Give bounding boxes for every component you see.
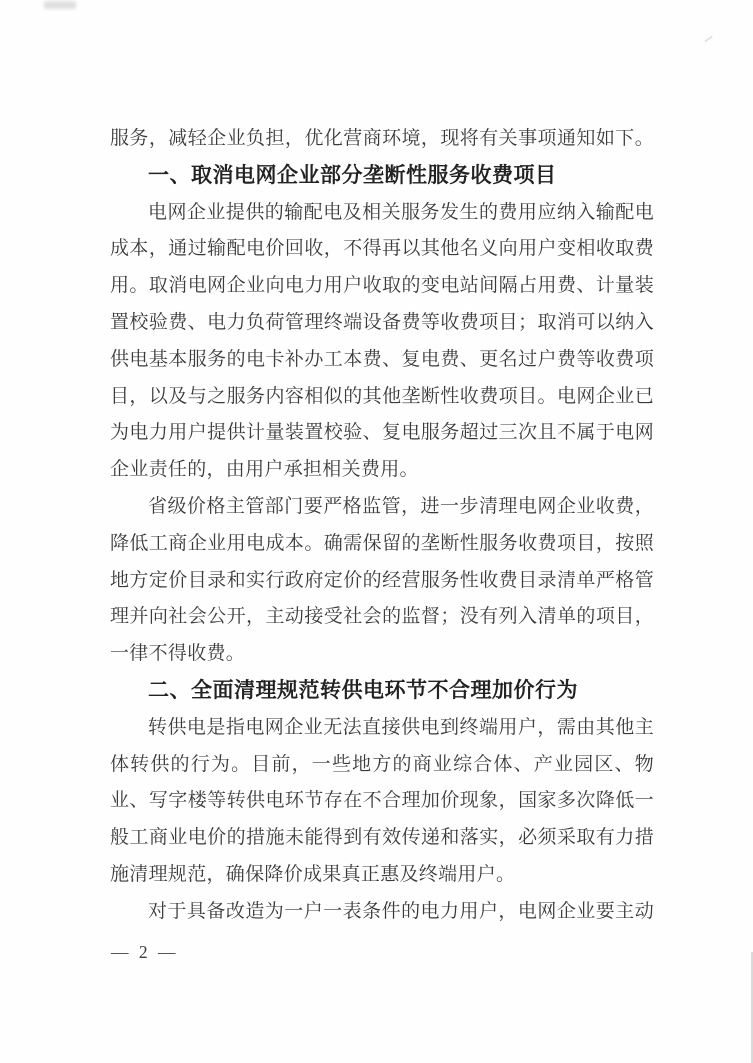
document-line: 业、写字楼等转供电环节存在不合理加价现象，国家多次降低一 <box>110 790 654 812</box>
document-line: 电网企业提供的输配电及相关服务发生的费用应纳入输配电 <box>148 201 654 223</box>
document-line: 省级价格主管部门要严格监管，进一步清理电网企业收费， <box>148 495 654 517</box>
document-line: 转供电是指电网企业无法直接供电到终端用户，需由其他主 <box>148 716 654 738</box>
document-line: 体转供的行为。目前，一些地方的商业综合体、产业园区、物 <box>110 753 654 775</box>
section-heading: 二、全面清理规范转供电环节不合理加价行为 <box>148 678 578 702</box>
document-line: 般工商业电价的措施未能得到有效传递和落实，必须采取有力措 <box>110 827 654 849</box>
document-line: 对于具备改造为一户一表条件的电力用户，电网企业要主动 <box>148 900 654 922</box>
document-line: 企业责任的，由用户承担相关费用。 <box>110 459 419 481</box>
section-heading: 一、取消电网企业部分垄断性服务收费项目 <box>148 163 557 187</box>
document-line: 为电力用户提供计量装置校验、复电服务超过三次且不属于电网 <box>110 422 654 444</box>
document-line: 一律不得收费。 <box>110 643 246 665</box>
document-line: 供电基本服务的电卡补办工本费、复电费、更名过户费等收费项 <box>110 348 654 370</box>
document-line: 置校验费、电力负荷管理终端设备费等收费项目；取消可以纳入 <box>110 311 654 333</box>
scan-artifact <box>704 36 713 43</box>
document-line: 地方定价目录和实行政府定价的经营服务性收费目录清单严格管 <box>110 569 654 591</box>
document-line: 用。取消电网企业向电力用户收取的变电站间隔占用费、计量装 <box>110 275 654 297</box>
document-line: 服务，减轻企业负担，优化营商环境，现将有关事项通知如下。 <box>110 128 654 149</box>
document-line: 施清理规范，确保降价成果真正惠及终端用户。 <box>110 863 516 885</box>
document-body <box>110 121 654 931</box>
scan-smudge <box>44 1 76 9</box>
document-line: 理并向社会公开，主动接受社会的监督；没有列入清单的项目， <box>110 606 654 628</box>
document-line: 降低工商企业用电成本。确需保留的垄断性服务收费项目，按照 <box>110 532 654 554</box>
page-number: — 2 — <box>111 942 179 962</box>
document-line: 成本，通过输配电价回收，不得再以其他名义向用户变相收取费 <box>110 238 654 260</box>
document-line: 目，以及与之服务内容相似的其他垄断性收费项目。电网企业已 <box>110 385 654 407</box>
